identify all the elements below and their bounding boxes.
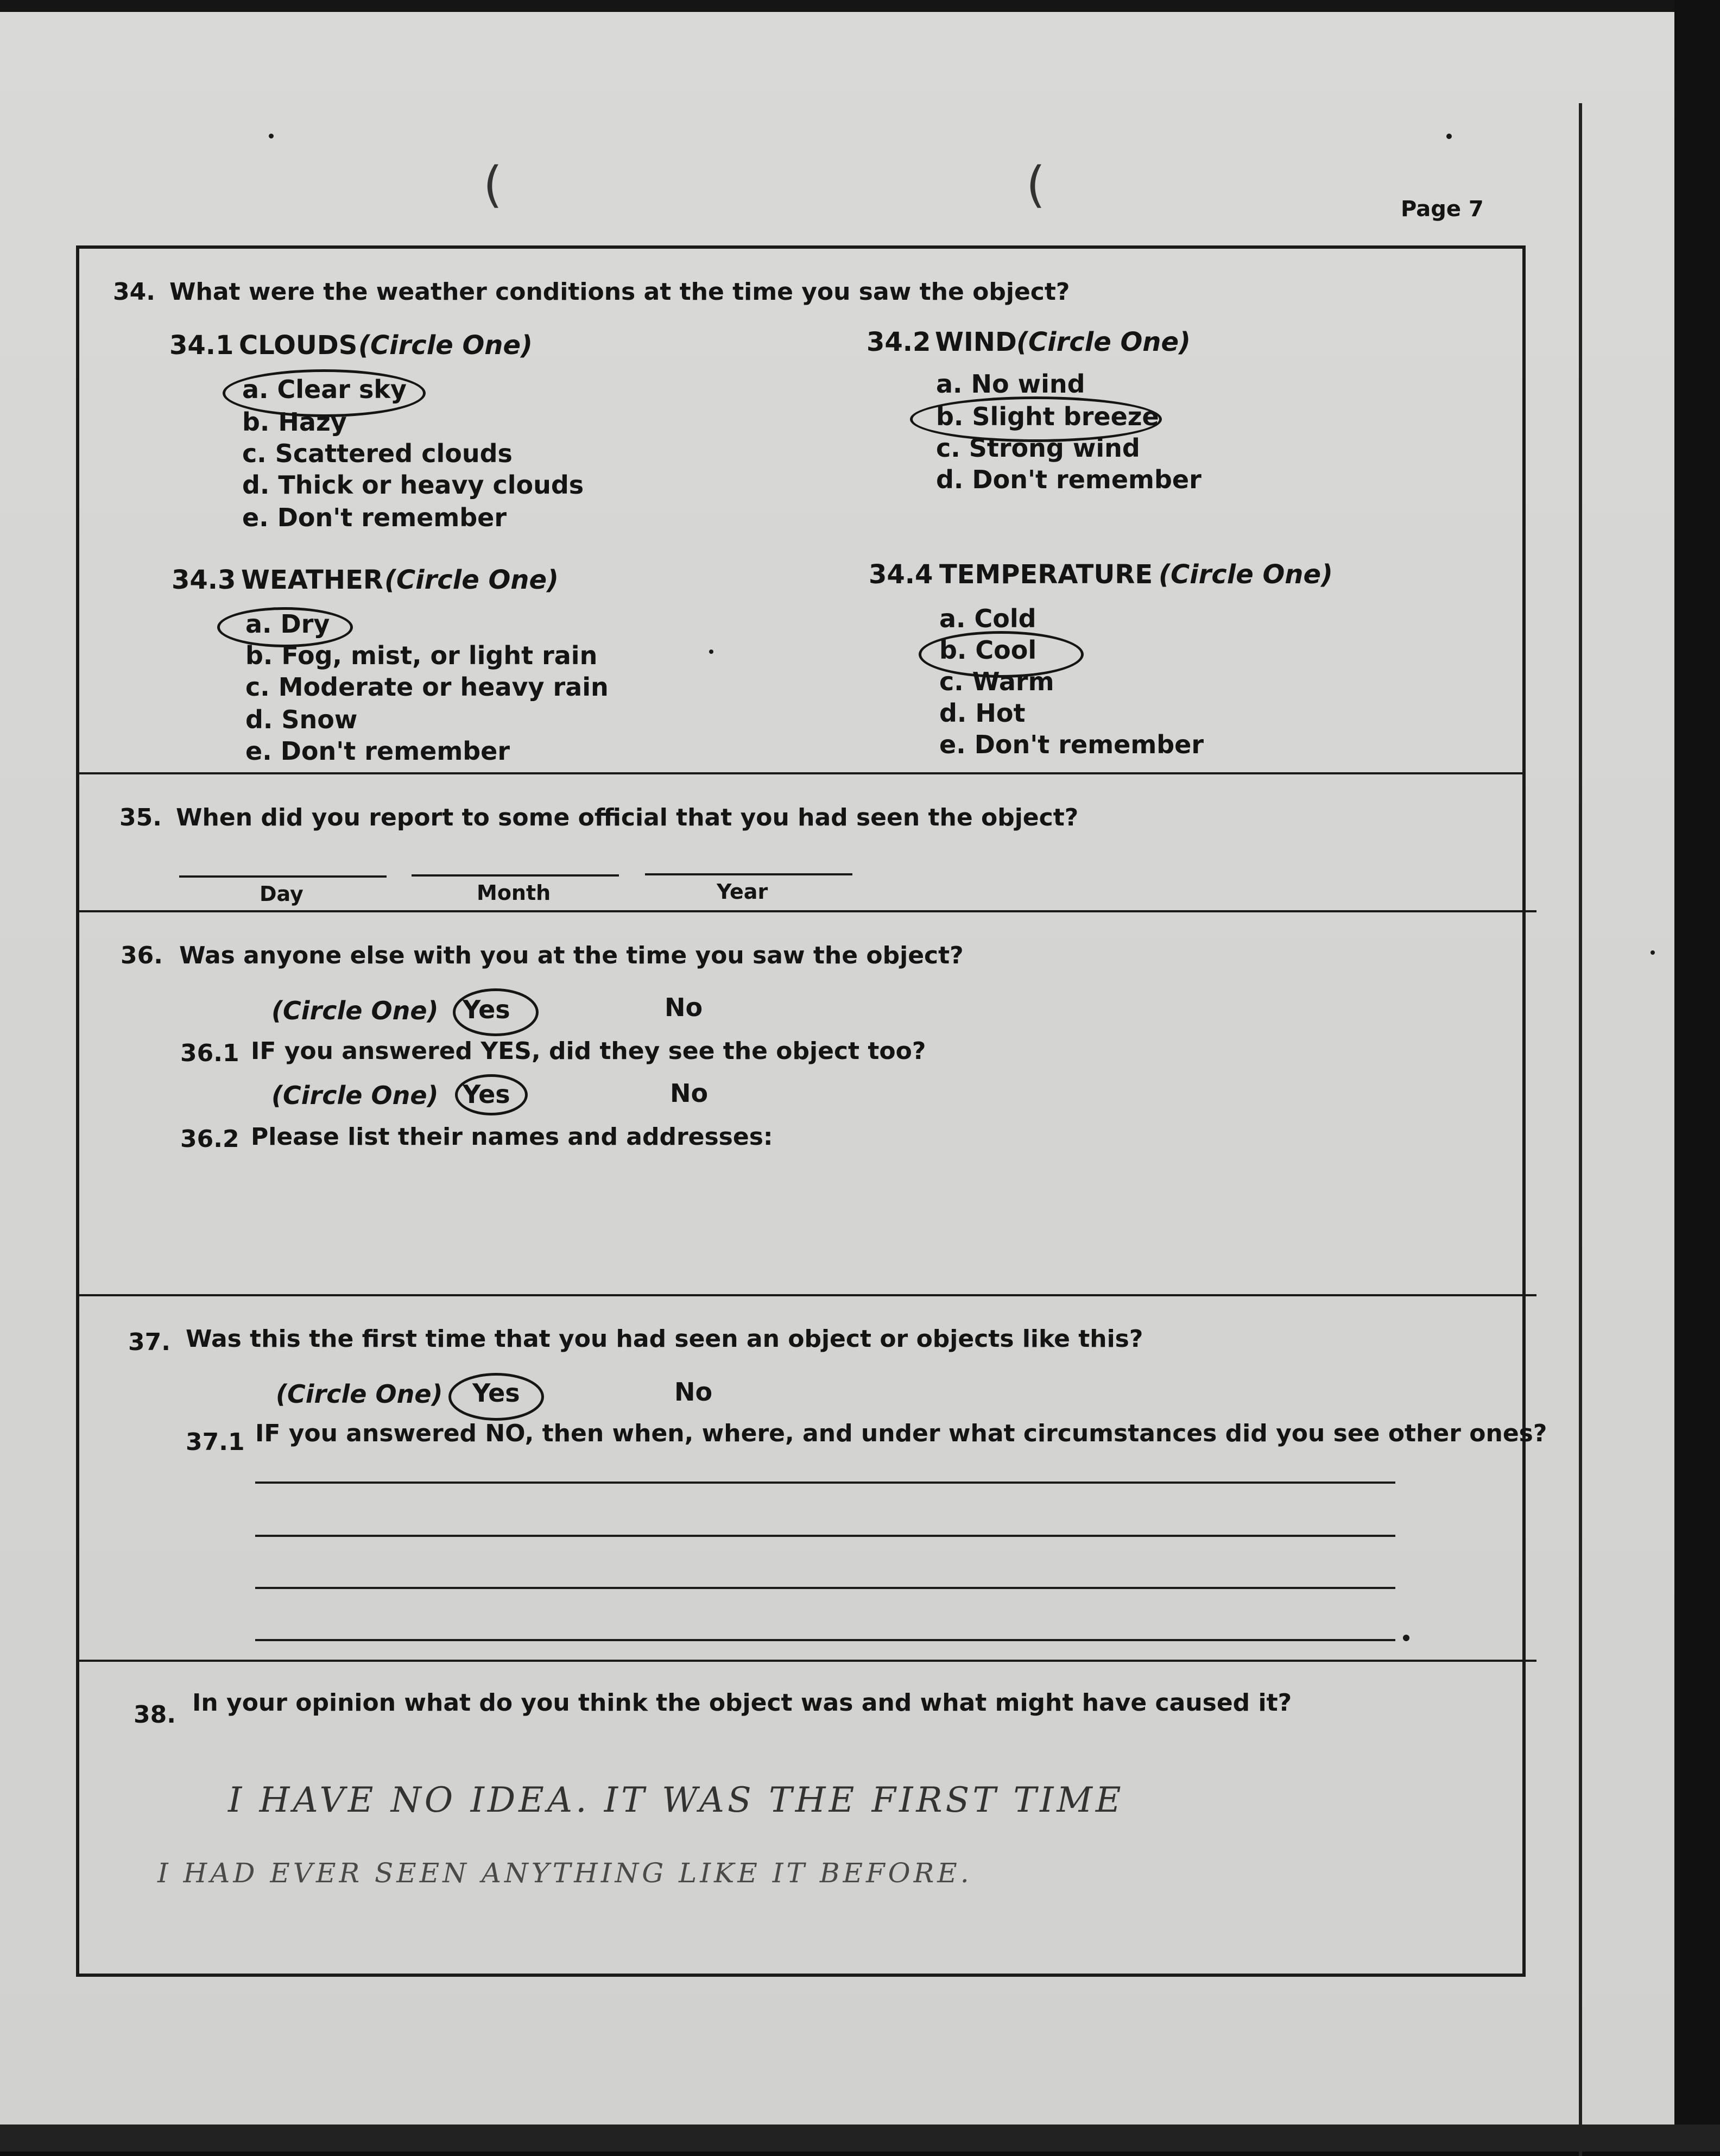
scan-speck — [269, 134, 274, 138]
section-divider — [76, 1660, 1536, 1662]
temperature-option[interactable]: d. Hot — [939, 698, 1026, 728]
punch-hole-mark: ( — [483, 156, 503, 213]
q36-no-option[interactable]: No — [665, 993, 703, 1022]
report-month-label: Month — [477, 881, 551, 905]
wind-instruction: (Circle One) — [1016, 327, 1191, 357]
page-margin-rule — [1579, 103, 1582, 2156]
scan-right-edge — [1674, 0, 1720, 2152]
weather-option[interactable]: a. Dry — [245, 609, 330, 639]
question-37-1-number: 37.1 — [186, 1428, 245, 1456]
weather-option[interactable]: d. Snow — [245, 705, 358, 734]
q36-1-selection-circle — [455, 1074, 528, 1115]
q36-instruction: (Circle One) — [271, 996, 439, 1025]
q37-1-answer-line[interactable] — [255, 1535, 1395, 1537]
page-number: Page 7 — [1401, 197, 1484, 222]
question-34-text: What were the weather conditions at the time you saw the object? — [169, 278, 1070, 306]
wind-option[interactable]: c. Strong wind — [936, 433, 1140, 463]
question-37-number: 37. — [128, 1328, 170, 1356]
report-year-line[interactable] — [645, 873, 852, 875]
clouds-option[interactable]: e. Don't remember — [242, 503, 507, 532]
question-36-1-number: 36.1 — [180, 1039, 239, 1067]
question-35-number: 35. — [119, 804, 162, 831]
report-day-line[interactable] — [179, 875, 387, 878]
q36-selection-circle — [453, 988, 539, 1036]
clouds-option[interactable]: a. Clear sky — [242, 375, 407, 404]
q37-yes-option[interactable]: Yes — [472, 1378, 520, 1408]
weather-option[interactable]: b. Fog, mist, or light rain — [245, 641, 598, 670]
q37-1-answer-line[interactable] — [255, 1639, 1395, 1641]
temperature-title: TEMPERATURE — [939, 559, 1153, 590]
question-36-2-number: 36.2 — [180, 1125, 239, 1153]
clouds-title: CLOUDS — [239, 330, 358, 361]
weather-selection-circle — [217, 607, 353, 647]
wind-selection-circle — [910, 396, 1162, 442]
section-divider — [76, 910, 1536, 912]
report-day-label: Day — [260, 882, 303, 906]
scan-speck — [1446, 134, 1452, 139]
section-divider — [76, 772, 1525, 774]
q37-instruction: (Circle One) — [276, 1379, 443, 1409]
q37-1-answer-line[interactable] — [255, 1482, 1395, 1484]
period-mark — [1403, 1635, 1409, 1641]
report-month-line[interactable] — [412, 874, 619, 877]
question-37-text: Was this the first time that you had seen an object or objects like this? — [186, 1325, 1143, 1353]
q36-yes-option[interactable]: Yes — [463, 995, 510, 1024]
question-38-number: 38. — [134, 1701, 176, 1729]
punch-hole-mark: ( — [1026, 156, 1046, 213]
clouds-selection-circle — [223, 369, 426, 417]
wind-title: WIND — [935, 327, 1017, 357]
question-36-2-text: Please list their names and addresses: — [251, 1123, 773, 1151]
handwritten-answer-line-2: I HAD EVER SEEN ANYTHING LIKE IT BEFORE. — [157, 1857, 972, 1889]
q37-no-option[interactable]: No — [674, 1377, 713, 1407]
scan-top-edge — [0, 0, 1720, 12]
temperature-option[interactable]: c. Warm — [939, 667, 1054, 696]
temperature-option[interactable]: b. Cool — [939, 635, 1037, 665]
q37-selection-circle — [448, 1373, 544, 1421]
clouds-option[interactable]: b. Hazy — [242, 407, 347, 437]
weather-option[interactable]: e. Don't remember — [245, 736, 510, 766]
section-divider — [76, 1294, 1536, 1296]
temperature-option[interactable]: a. Cold — [939, 604, 1036, 633]
q36-1-no-option[interactable]: No — [670, 1079, 709, 1108]
weather-number: 34.3 — [172, 565, 236, 595]
weather-option[interactable]: c. Moderate or heavy rain — [245, 672, 609, 702]
scan-speck — [1651, 950, 1655, 955]
question-36-1-text: IF you answered YES, did they see the object too? — [251, 1037, 926, 1065]
clouds-option[interactable]: d. Thick or heavy clouds — [242, 470, 584, 500]
wind-option[interactable]: d. Don't remember — [936, 465, 1202, 494]
temperature-selection-circle — [919, 631, 1084, 678]
question-38-text: In your opinion what do you think the object was and what might have caused it? — [192, 1689, 1292, 1717]
clouds-instruction: (Circle One) — [358, 330, 533, 361]
clouds-number: 34.1 — [169, 330, 234, 361]
temperature-instruction: (Circle One) — [1159, 559, 1333, 590]
question-34-number: 34. — [113, 278, 155, 306]
weather-title: WEATHER — [241, 565, 383, 595]
clouds-option[interactable]: c. Scattered clouds — [242, 439, 513, 468]
report-year-label: Year — [717, 880, 768, 904]
wind-number: 34.2 — [867, 327, 931, 357]
question-36-number: 36. — [121, 942, 163, 969]
question-36-text: Was anyone else with you at the time you saw the object? — [179, 942, 964, 969]
weather-instruction: (Circle One) — [384, 565, 559, 595]
wind-option[interactable]: a. No wind — [936, 369, 1085, 399]
temperature-option[interactable]: e. Don't remember — [939, 730, 1204, 759]
handwritten-answer-line-1: I HAVE NO IDEA. IT WAS THE FIRST TIME — [228, 1780, 1124, 1820]
wind-option[interactable]: b. Slight breeze — [936, 402, 1159, 431]
temperature-number: 34.4 — [869, 559, 933, 590]
q37-1-answer-line[interactable] — [255, 1587, 1395, 1589]
question-35-text: When did you report to some official that you had seen the object? — [176, 804, 1079, 831]
scan-speck — [709, 650, 713, 654]
q36-1-yes-option[interactable]: Yes — [463, 1080, 510, 1109]
scan-bottom-edge — [0, 2125, 1720, 2152]
q36-1-instruction: (Circle One) — [271, 1081, 439, 1110]
question-37-1-text: IF you answered NO, then when, where, and under what circumstances did you see other ones? — [255, 1420, 1547, 1447]
